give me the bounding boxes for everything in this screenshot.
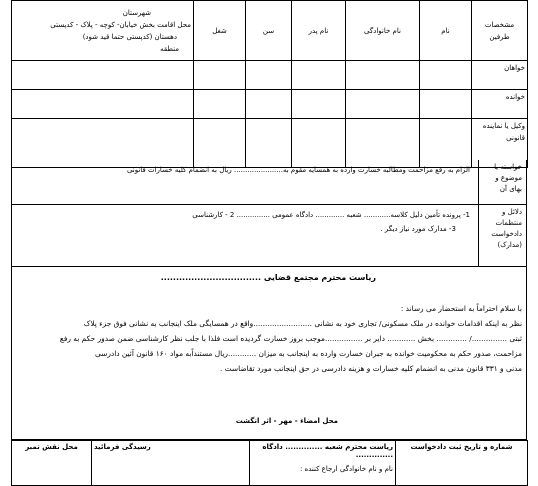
greeting: با سلام احتراماً به استحضار می رساند : bbox=[400, 304, 522, 313]
row-label-plaintiff: خواهان bbox=[472, 61, 528, 90]
stamp-area: محل نقش تمبر bbox=[12, 441, 92, 486]
plaintiff-name-cell[interactable] bbox=[420, 61, 472, 90]
plaintiff-job-cell[interactable] bbox=[194, 61, 246, 90]
header-address-postal: دهستان (کدپستی حتما قید شود) bbox=[82, 33, 177, 41]
petition-body bbox=[11, 267, 527, 440]
defendant-father-cell[interactable] bbox=[292, 90, 346, 119]
evidence-item-1: 1- پرونده تأمین دلیل کلاسه............ شعبه ............. دادگاه عمومی ............... 2 - کارشناسی bbox=[192, 211, 470, 219]
header-job: شغل bbox=[194, 1, 246, 61]
body-line-4: مدنی و ۳۳۱ قانون مدنی به انضمام کلیه خسارات و هزینه دادرسی در حق اینجانب مورد تقاضاست . bbox=[219, 364, 522, 373]
referral-head bbox=[250, 441, 396, 486]
defendant-name-cell[interactable] bbox=[420, 90, 472, 119]
footer-table bbox=[11, 440, 528, 486]
body-line-2: ثبتی .............../ ............. بخش ............ دایر بر ................موجب بروز خسارت گردیده است فلذا با جلب نظر کارشناسی ضمن صدور حکم به رفع bbox=[59, 334, 522, 343]
body-text bbox=[16, 301, 522, 376]
defendant-family-cell[interactable] bbox=[346, 90, 420, 119]
row-label-attorney: وکیل یا نماینده قانونی bbox=[472, 119, 528, 168]
evidence-item-2: 3- مدارک مورد نیاز دیگر . bbox=[380, 225, 456, 233]
defendant-job-cell[interactable] bbox=[194, 90, 246, 119]
referrer-name: نام و نام خانوادگی ارجاع کننده : bbox=[299, 465, 393, 473]
body-line-3: مزاحمت، صدور حکم به محکومیت خوانده به جبران خسارت وارده به اینجانب به میزان ............ریال مستنداًبه مواد ۱۶۰ قانون آئین دادرسی bbox=[95, 349, 522, 358]
claim-section bbox=[11, 160, 527, 205]
registration-label: شماره و تاریخ ثبت دادخواست bbox=[396, 441, 528, 486]
row-label-defendant: خوانده bbox=[472, 90, 528, 119]
plaintiff-father-cell[interactable] bbox=[292, 61, 346, 90]
petition-form bbox=[11, 0, 527, 480]
signature-label: محل امضاء - مهر - اثر انگشت bbox=[235, 417, 338, 425]
defendant-address-cell[interactable] bbox=[12, 90, 194, 119]
defendant-age-cell[interactable] bbox=[246, 90, 292, 119]
body-line-1: نظر به اینکه اقدامات خوانده در ملک مسکونی/ تجاری خود به نشانی .........................واقع در همسایگی ملک اینجانب به نشانی فوق جزء پلاک bbox=[83, 319, 522, 328]
claim-label: خواسته یا موضوع و بهای آن bbox=[478, 160, 526, 204]
header-address bbox=[12, 1, 194, 61]
header-address-region: منطقه bbox=[160, 45, 179, 53]
header-family: نام خانوادگی bbox=[346, 1, 420, 61]
plaintiff-age-cell[interactable] bbox=[246, 61, 292, 90]
plaintiff-address-cell[interactable] bbox=[12, 61, 194, 90]
header-name: نام bbox=[420, 1, 472, 61]
header-address-city: شهرستان bbox=[122, 9, 151, 17]
evidence-section bbox=[11, 205, 527, 267]
header-father: نام پدر bbox=[292, 1, 346, 61]
plaintiff-family-cell[interactable] bbox=[346, 61, 420, 90]
evidence-label: دلائل و منتظمات دادخواست (مدارک) bbox=[478, 205, 526, 266]
court-title: ریاست محترم مجتمع قضایی ................................. bbox=[160, 273, 376, 282]
parties-table bbox=[11, 0, 528, 168]
receipt-text: رسیدگی فرمائید bbox=[92, 441, 250, 486]
table-row bbox=[12, 90, 528, 119]
claim-text: الزام به رفع مزاحمت ومطالبه خسارت وارده به همسایه مقوم به...................... ریال به انضمام کلیه خسارات قانونی bbox=[126, 166, 470, 174]
referral-court: ریاست محترم شعبه .............. دادگاه .............. bbox=[262, 443, 393, 459]
table-row bbox=[12, 61, 528, 90]
header-age: سن bbox=[246, 1, 292, 61]
header-specs: مشخصات طرفین bbox=[472, 1, 528, 61]
header-address-line: محل اقامت بخش خیابان- کوچه - پلاک - کدپستی bbox=[50, 21, 191, 29]
